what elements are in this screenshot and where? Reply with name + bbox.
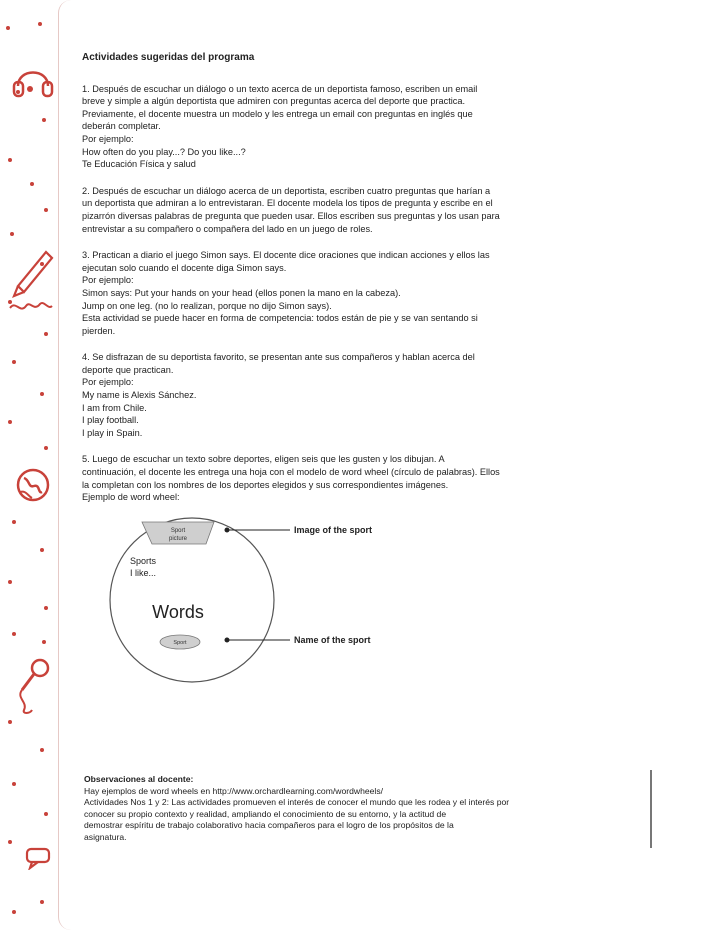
activity-text-line: entrevistar a su compañero o compañera del lado en un juego de roles. bbox=[82, 223, 373, 234]
observations-heading: Observaciones al docente: bbox=[84, 774, 194, 784]
activity-text-line: deporte que practican. bbox=[82, 364, 174, 375]
margin-dot bbox=[8, 420, 12, 424]
word-wheel-diagram bbox=[82, 510, 630, 690]
example-label: Por ejemplo: bbox=[82, 275, 134, 286]
margin-dot bbox=[44, 332, 48, 336]
label-name-of-sport: Name of the sport bbox=[294, 634, 371, 645]
example-label: Por ejemplo: bbox=[82, 377, 134, 388]
margin-dot bbox=[42, 640, 46, 644]
margin-dot bbox=[8, 720, 12, 724]
activity-text-line: pizarrón diversas palabras de pregunta que pueden usar. Ellos escriben sus preguntas y los usan para bbox=[82, 210, 500, 221]
activity-text-line: ejecutan solo cuando el docente diga Simon says. bbox=[82, 262, 287, 273]
globe-icon bbox=[14, 466, 52, 504]
wheel-inner-line-2: I like... bbox=[130, 567, 157, 578]
activity-item bbox=[82, 185, 630, 235]
margin-dot bbox=[40, 392, 44, 396]
pencil-icon bbox=[6, 248, 56, 320]
activity-item bbox=[82, 249, 630, 337]
activity-text-line: Previamente, el docente muestra un modelo y les entrega un email con preguntas en inglés que bbox=[82, 108, 473, 119]
decorative-margin bbox=[0, 0, 72, 930]
activity-text-line: 1. Después de escuchar un diálogo o un texto acerca de un deportista famoso, escriben un email bbox=[82, 83, 478, 94]
margin-dot bbox=[8, 580, 12, 584]
observation-line: conocer su propio contexto y realidad, ampliando el conocimiento de su entorno, y la actitud de bbox=[84, 808, 447, 819]
activity-text-line: la completan con los nombres de los deportes elegidos y sus correspondientes imágenes. bbox=[82, 479, 449, 490]
margin-dot bbox=[12, 632, 16, 636]
example-line: pierden. bbox=[82, 325, 116, 336]
wheel-top-tab-line-1: Sport bbox=[170, 527, 186, 534]
wheel-inner-line-1: Sports bbox=[130, 555, 157, 566]
margin-dot bbox=[44, 208, 48, 212]
example-label: Por ejemplo: bbox=[82, 133, 134, 144]
example-line: My name is Alexis Sánchez. bbox=[82, 390, 197, 401]
example-line: I play football. bbox=[82, 415, 139, 426]
margin-curve bbox=[58, 0, 71, 930]
example-line: How often do you play...? Do you like...? bbox=[82, 146, 246, 157]
wheel-bottom-tab-label: Sport bbox=[173, 639, 187, 646]
activity-item bbox=[82, 83, 630, 171]
wheel-center-word: Words bbox=[152, 601, 204, 622]
observation-line: Hay ejemplos de word wheels en http://www.orchardlearning.com/wordwheels/ bbox=[84, 785, 384, 796]
wheel-top-tab-line-2: picture bbox=[168, 535, 188, 542]
margin-dot bbox=[40, 748, 44, 752]
example-line: I play in Spain. bbox=[82, 427, 143, 438]
margin-dot bbox=[10, 232, 14, 236]
observation-line: asignatura. bbox=[84, 831, 127, 842]
activity-text-line: 4. Se disfrazan de su deportista favorito, se presentan ante sus compañeros y hablan acerca del bbox=[82, 352, 475, 363]
margin-dot bbox=[40, 548, 44, 552]
activity-text-line: breve y simple a algún deportista que admiren con preguntas acerca del deporte que practica. bbox=[82, 96, 466, 107]
activity-list bbox=[82, 83, 630, 504]
margin-dot bbox=[44, 606, 48, 610]
margin-dot bbox=[6, 26, 10, 30]
margin-dot bbox=[12, 782, 16, 786]
margin-dot bbox=[8, 158, 12, 162]
margin-dot bbox=[12, 360, 16, 364]
activity-text-line: continuación, el docente les entrega una hoja con el modelo de word wheel (círculo de palabras). Ellos bbox=[82, 467, 500, 478]
teacher-observations-box bbox=[80, 770, 652, 848]
margin-dot bbox=[12, 520, 16, 524]
activity-item bbox=[82, 351, 630, 439]
observation-line: Actividades Nos 1 y 2: Las actividades promueven el interés de conocer el mundo que les rodea y el interés por bbox=[84, 797, 510, 808]
margin-dot bbox=[40, 900, 44, 904]
example-line: Simon says: Put your hands on your head (ellos ponen la mano en la cabeza). bbox=[82, 287, 401, 298]
margin-dot bbox=[38, 22, 42, 26]
margin-dot bbox=[30, 182, 34, 186]
activity-text-line: deberán completar. bbox=[82, 121, 161, 132]
activity-text-line: 5. Luego de escuchar un texto sobre deportes, eligen seis que les gusten y los dibujan. A bbox=[82, 454, 445, 465]
margin-dot bbox=[44, 446, 48, 450]
example-line: Te Educación Física y salud bbox=[82, 159, 196, 170]
page-content bbox=[82, 52, 630, 690]
example-line: Esta actividad se puede hacer en forma de competencia: todos están de pie y se van sentando si bbox=[82, 313, 478, 324]
activity-item bbox=[82, 453, 630, 503]
activity-text-line: un deportista que admiran a lo entrevistaran. El docente modela los tipos de pregunta y escribe en el bbox=[82, 198, 493, 209]
margin-dot bbox=[42, 118, 46, 122]
page-title: Actividades sugeridas del programa bbox=[82, 52, 255, 63]
example-line: I am from Chile. bbox=[82, 402, 147, 413]
margin-dot bbox=[8, 840, 12, 844]
activity-text-line: Ejemplo de word wheel: bbox=[82, 492, 180, 503]
label-image-of-sport: Image of the sport bbox=[294, 524, 373, 535]
activity-text-line: 2. Después de escuchar un diálogo acerca de un deportista, escriben cuatro preguntas que harían a bbox=[82, 185, 491, 196]
margin-dot bbox=[12, 910, 16, 914]
example-line: Jump on one leg. (no lo realizan, porque no dijo Simon says). bbox=[82, 300, 332, 311]
microphone-icon bbox=[14, 656, 54, 716]
margin-dot bbox=[44, 812, 48, 816]
activity-text-line: 3. Practican a diario el juego Simon says. El docente dice oraciones que indican acciones y ellos las bbox=[82, 250, 490, 261]
headphones-icon bbox=[10, 58, 56, 102]
observation-line: demostrar espíritu de trabajo colaborativo hacia compañeros para el logro de los propósitos de la bbox=[84, 820, 454, 831]
word-wheel-svg bbox=[82, 510, 630, 690]
speech-bubble-icon bbox=[24, 846, 54, 870]
